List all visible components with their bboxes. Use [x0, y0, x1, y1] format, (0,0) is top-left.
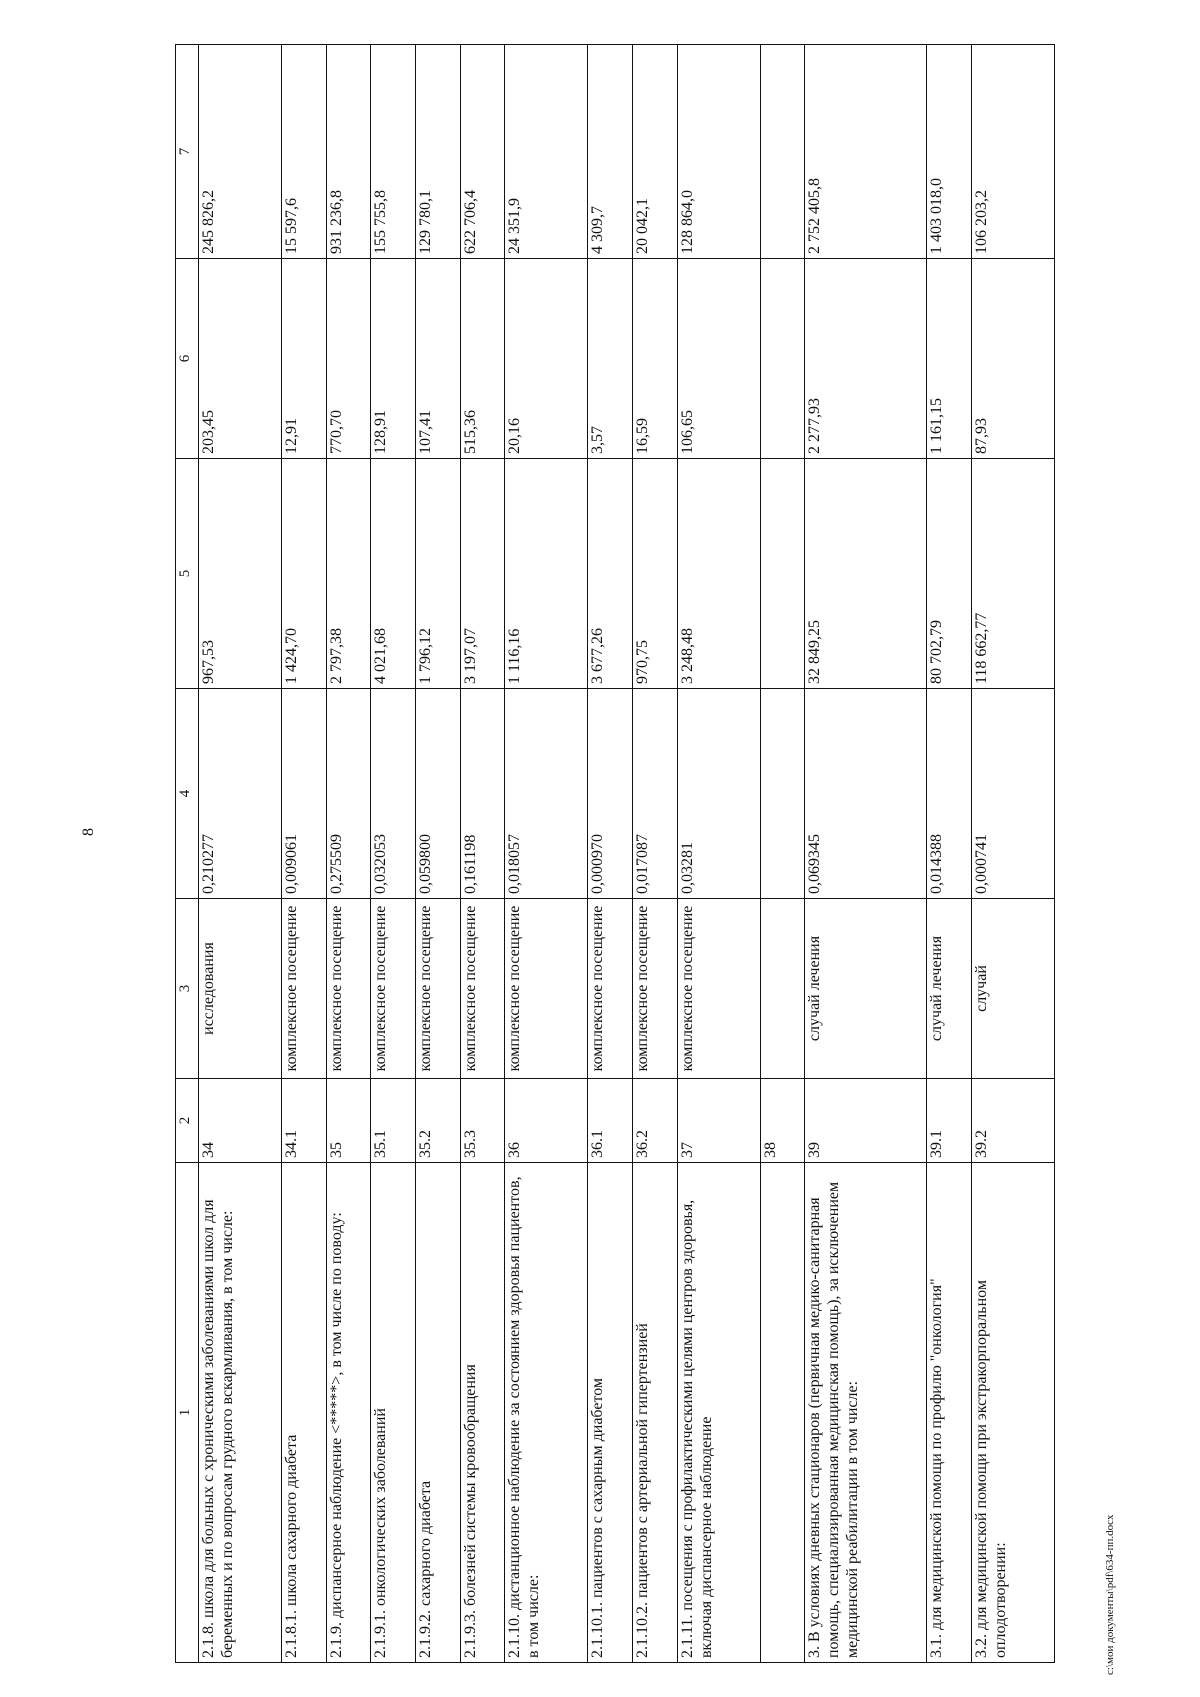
table-row: [760, 45, 805, 1663]
row-description: [760, 1163, 805, 1663]
row-unit: комплексное посещение: [371, 899, 416, 1079]
row-description: 2.1.10.1. пациентов с сахарным диабетом: [588, 1163, 633, 1663]
row-total: 129 780,1: [416, 45, 461, 259]
row-volume: [760, 689, 805, 899]
row-volume: 0,018057: [505, 689, 588, 899]
table-row: [971, 45, 1054, 1663]
row-volume: 0,014388: [927, 689, 972, 899]
row-code: 39: [805, 1079, 927, 1163]
table-row: [199, 45, 282, 1663]
row-per-capita: 1 161,15: [927, 259, 972, 459]
row-total: [760, 45, 805, 259]
row-unit: комплексное посещение: [677, 899, 760, 1079]
row-volume: 0,059800: [416, 689, 461, 899]
table-row: [588, 45, 633, 1663]
row-code: 36.2: [633, 1079, 678, 1163]
row-code: 39.1: [927, 1079, 972, 1163]
row-total: 106 203,2: [971, 45, 1054, 259]
tariff-table: [175, 44, 1055, 1663]
column-header: 4: [176, 689, 199, 899]
row-volume: 0,069345: [805, 689, 927, 899]
row-cost: 4 021,68: [371, 459, 416, 689]
row-per-capita: 770,70: [326, 259, 371, 459]
row-total: 4 309,7: [588, 45, 633, 259]
row-per-capita: 107,41: [416, 259, 461, 459]
row-total: 1 403 018,0: [927, 45, 972, 259]
row-total: 155 755,8: [371, 45, 416, 259]
row-total: 128 864,0: [677, 45, 760, 259]
row-cost: 3 248,48: [677, 459, 760, 689]
row-code: 38: [760, 1079, 805, 1163]
row-description: 2.1.9.2. сахарного диабета: [416, 1163, 461, 1663]
footer-file-path: c:\мои документы\pdf\634-пп.docx: [1104, 1514, 1116, 1675]
row-volume: 0,03281: [677, 689, 760, 899]
row-unit: случай лечения: [805, 899, 927, 1079]
row-description: 2.1.8.1. школа сахарного диабета: [282, 1163, 327, 1663]
row-per-capita: 2 277,93: [805, 259, 927, 459]
row-per-capita: 515,36: [460, 259, 505, 459]
row-code: 34.1: [282, 1079, 327, 1163]
row-description: 2.1.9.3. болезней системы кровообращения: [460, 1163, 505, 1663]
row-description: 3. В условиях дневных стационаров (первичная медико-санитарная помощь, специализированная медицинская помощь), за исключением медицинской реабилитации в том числе:: [805, 1163, 927, 1663]
row-code: 36.1: [588, 1079, 633, 1163]
row-description: 2.1.10.2. пациентов с артериальной гипертензией: [633, 1163, 678, 1663]
row-code: 34: [199, 1079, 282, 1163]
table-row: [633, 45, 678, 1663]
row-total: 24 351,9: [505, 45, 588, 259]
row-cost: 32 849,25: [805, 459, 927, 689]
column-header: 6: [176, 259, 199, 459]
row-per-capita: 87,93: [971, 259, 1054, 459]
row-per-capita: [760, 259, 805, 459]
row-cost: 1 424,70: [282, 459, 327, 689]
row-description: 3.2. для медицинской помощи при экстракорпоральном оплодотворении:: [971, 1163, 1054, 1663]
column-header: 5: [176, 459, 199, 689]
row-description: 2.1.11. посещения с профилактическими целями центров здоровья, включая диспансерное наблюдение: [677, 1163, 760, 1663]
row-total: 20 042,1: [633, 45, 678, 259]
table-row: [282, 45, 327, 1663]
row-cost: [760, 459, 805, 689]
page-number: 8: [80, 828, 97, 836]
row-volume: 0,000970: [588, 689, 633, 899]
row-code: 39.2: [971, 1079, 1054, 1163]
row-cost: 3 677,26: [588, 459, 633, 689]
row-total: 2 752 405,8: [805, 45, 927, 259]
table-row: [805, 45, 927, 1663]
table-row: [326, 45, 371, 1663]
row-total: 931 236,8: [326, 45, 371, 259]
row-unit: комплексное посещение: [326, 899, 371, 1079]
table-row: [460, 45, 505, 1663]
row-per-capita: 3,57: [588, 259, 633, 459]
row-description: 2.1.10. дистанционное наблюдение за состоянием здоровья пациентов, в том числе:: [505, 1163, 588, 1663]
column-header: 2: [176, 1079, 199, 1163]
table-row: [927, 45, 972, 1663]
row-volume: 0,161198: [460, 689, 505, 899]
row-code: 35.3: [460, 1079, 505, 1163]
table-body: [199, 45, 1055, 1663]
row-unit: комплексное посещение: [460, 899, 505, 1079]
column-header: 1: [176, 1163, 199, 1663]
row-unit: исследования: [199, 899, 282, 1079]
table-row: [416, 45, 461, 1663]
row-per-capita: 20,16: [505, 259, 588, 459]
row-volume: 0,017087: [633, 689, 678, 899]
row-unit: [760, 899, 805, 1079]
row-cost: 118 662,77: [971, 459, 1054, 689]
row-description: 3.1. для медицинской помощи по профилю "онкология": [927, 1163, 972, 1663]
row-total: 622 706,4: [460, 45, 505, 259]
row-code: 35.2: [416, 1079, 461, 1163]
column-header: 3: [176, 899, 199, 1079]
row-per-capita: 16,59: [633, 259, 678, 459]
row-per-capita: 106,65: [677, 259, 760, 459]
row-cost: 80 702,79: [927, 459, 972, 689]
row-code: 35: [326, 1079, 371, 1163]
table-row: [677, 45, 760, 1663]
row-unit: случай: [971, 899, 1054, 1079]
table-row: [371, 45, 416, 1663]
row-unit: комплексное посещение: [282, 899, 327, 1079]
row-cost: 970,75: [633, 459, 678, 689]
row-cost: 1 796,12: [416, 459, 461, 689]
row-code: 35.1: [371, 1079, 416, 1163]
row-volume: 0,032053: [371, 689, 416, 899]
row-unit: комплексное посещение: [505, 899, 588, 1079]
row-unit: комплексное посещение: [588, 899, 633, 1079]
tariff-table-container: [175, 45, 1055, 1663]
header-row: [176, 45, 199, 1663]
row-code: 37: [677, 1079, 760, 1163]
row-unit: комплексное посещение: [416, 899, 461, 1079]
row-per-capita: 203,45: [199, 259, 282, 459]
row-description: 2.1.9.1. онкологических заболеваний: [371, 1163, 416, 1663]
row-per-capita: 12,91: [282, 259, 327, 459]
row-cost: 3 197,07: [460, 459, 505, 689]
row-volume: 0,000741: [971, 689, 1054, 899]
row-description: 2.1.9. диспансерное наблюдение <*****>, в том числе по поводу:: [326, 1163, 371, 1663]
row-total: 245 826,2: [199, 45, 282, 259]
row-cost: 1 116,16: [505, 459, 588, 689]
row-cost: 2 797,38: [326, 459, 371, 689]
row-cost: 967,53: [199, 459, 282, 689]
row-per-capita: 128,91: [371, 259, 416, 459]
row-code: 36: [505, 1079, 588, 1163]
row-volume: 0,275509: [326, 689, 371, 899]
row-total: 15 597,6: [282, 45, 327, 259]
row-unit: комплексное посещение: [633, 899, 678, 1079]
column-header: 7: [176, 45, 199, 259]
table-row: [505, 45, 588, 1663]
row-volume: 0,210277: [199, 689, 282, 899]
row-volume: 0,009061: [282, 689, 327, 899]
row-description: 2.1.8. школа для больных с хроническими заболеваниями школ для беременных и по вопросам грудного вскармливания, в том числе:: [199, 1163, 282, 1663]
row-unit: случай лечения: [927, 899, 972, 1079]
